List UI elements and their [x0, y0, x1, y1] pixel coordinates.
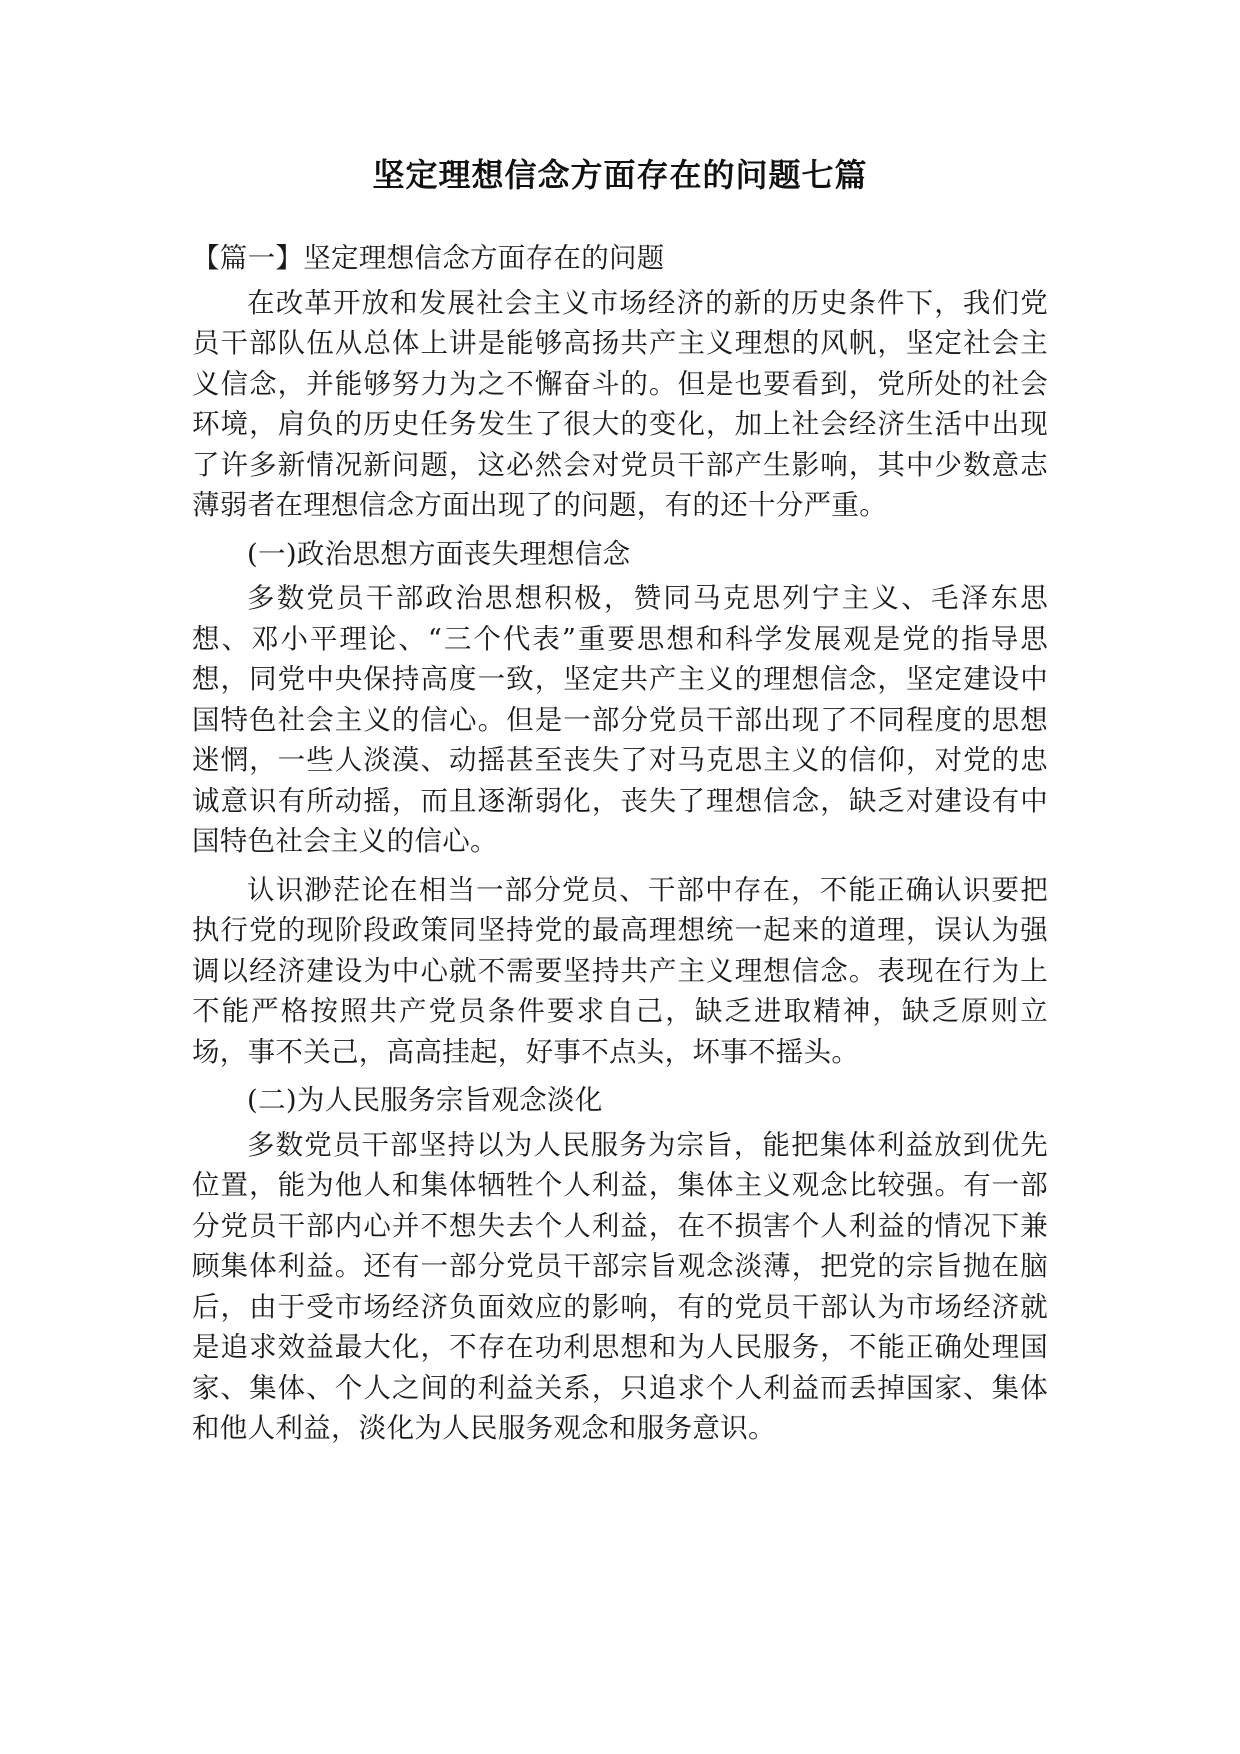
paragraph: 在改革开放和发展社会主义市场经济的新的历史条件下，我们党员干部队伍从总体上讲是能够高扬共产主义理想的风帆，坚定社会主义信念，并能够努力为之不懈奋斗的。但是也要看到，党所处的社会环境，肩负的历史任务发生了很大的变化，加上社会经济生活中出现了许多新情况新问题，这必然会对党员干部产生影响，其中少数意志薄弱者在理想信念方面出现了的问题，有的还十分严重。 — [192, 286, 1048, 521]
paragraph: 多数党员干部政治思想积极，赞同马克思列宁主义、毛泽东思想、邓小平理论、“三个代表”重要思想和科学发展观是党的指导思想，同党中央保持高度一致，坚定共产主义的理想信念，坚定建设中国特色社会主义的信心。但是一部分党员干部出现了不同程度的思想迷惘，一些人淡漠、动摇甚至丧失了对马克思主义的信仰，对党的忠诚意识有所动摇，而且逐渐弱化，丧失了理想信念，缺乏对建设有中国特色社会主义的信心。 — [192, 582, 1048, 857]
document-title: 坚定理想信念方面存在的问题七篇 — [372, 156, 868, 194]
document-body — [192, 238, 1048, 1457]
paragraph: 多数党员干部坚持以为人民服务为宗旨，能把集体利益放到优先位置，能为他人和集体牺牲个人利益，集体主义观念比较强。有一部分党员干部内心并不想失去个人利益，在不损害个人利益的情况下兼顾集体利益。还有一部分党员干部宗旨观念淡薄，把党的宗旨抛在脑后，由于受市场经济负面效应的影响，有的党员干部认为市场经济就是追求效益最大化，不存在功利思想和为人民服务，不能正确处理国家、集体、个人之间的利益关系，只追求个人利益而丢掉国家、集体和他人利益，淡化为人民服务观念和服务意识。 — [192, 1128, 1048, 1444]
subsection-heading: (一)政治思想方面丧失理想信念 — [247, 537, 631, 570]
paragraph: 认识渺茫论在相当一部分党员、干部中存在，不能正确认识要把执行党的现阶段政策同坚持党的最高理想统一起来的道理，误认为强调以经济建设为中心就不需要坚持共产主义理想信念。表现在行为上不能严格按照共产党员条件要求自己，缺乏进取精神，缺乏原则立场，事不关己，高高挂起，好事不点头，坏事不摇头。 — [192, 873, 1048, 1068]
section-heading: 【篇一】坚定理想信念方面存在的问题 — [192, 242, 665, 274]
subsection-heading: (二)为人民服务宗旨观念淡化 — [247, 1084, 603, 1116]
